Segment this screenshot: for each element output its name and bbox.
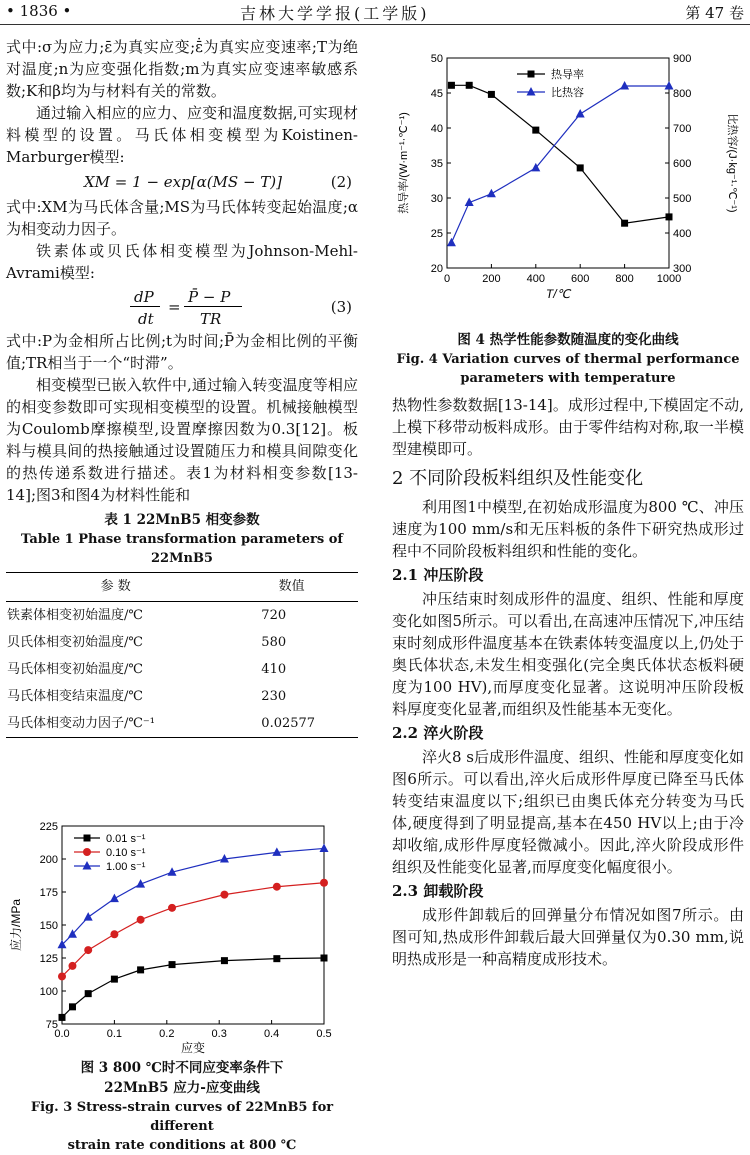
plot-frame bbox=[62, 826, 324, 1024]
x-tick-label: 600 bbox=[571, 273, 590, 285]
fig4-caption-en: parameters with temperature bbox=[460, 371, 676, 386]
data-point bbox=[321, 955, 328, 962]
data-point bbox=[220, 891, 228, 899]
y2-tick-label: 700 bbox=[673, 123, 692, 135]
y2-tick-label: 500 bbox=[673, 193, 692, 205]
fig4-caption-zh: 图 4 热学性能参数随温度的变化曲线 bbox=[457, 332, 679, 348]
series-line bbox=[62, 848, 324, 944]
journal-title: 吉林大学学报(工学版) bbox=[240, 4, 430, 23]
y2-tick-label: 300 bbox=[673, 263, 692, 275]
data-point bbox=[621, 220, 628, 227]
data-point bbox=[137, 966, 144, 973]
x-tick-label: 0.1 bbox=[106, 1028, 123, 1040]
column-header: 参 数 bbox=[6, 573, 225, 602]
paragraph: 铁素体或贝氏体相变模型为Johnson-Mehl-Avrami模型: bbox=[6, 242, 358, 282]
paragraph: 通过输入相应的应力、应变和温度数据,可实现材料模型的设置。马氏体相变模型为Koistinen-Marburger模型: bbox=[6, 104, 358, 166]
x-tick-label: 0.0 bbox=[54, 1028, 70, 1040]
y-tick-label: 45 bbox=[430, 88, 443, 100]
subsection-heading: 2.2 淬火阶段 bbox=[392, 724, 484, 742]
y-tick-label: 75 bbox=[45, 1019, 58, 1031]
left-column bbox=[6, 36, 358, 738]
paragraph: 利用图1中模型,在初始成形温度为800 ℃、冲压速度为100 mm/s和无压料板的条件下研究热成形过程中不同阶段板料组织和性能的变化。 bbox=[392, 498, 744, 560]
section-heading: 2 不同阶段板料组织及性能变化 bbox=[392, 468, 644, 489]
data-point bbox=[84, 912, 93, 921]
y-axis-label: 应力/MPa bbox=[9, 898, 23, 952]
y-tick-label: 150 bbox=[39, 920, 58, 932]
data-point bbox=[168, 904, 176, 912]
y2-tick-label: 600 bbox=[673, 158, 692, 170]
y2-tick-label: 400 bbox=[673, 228, 692, 240]
data-point bbox=[137, 916, 145, 924]
legend-marker bbox=[527, 87, 536, 96]
table-caption-en: Table 1 Phase transformation parameters of 22MnB5 bbox=[21, 532, 343, 566]
legend-label: 0.01 s⁻¹ bbox=[106, 833, 146, 845]
table-row: 铁素体相变初始温度/℃ 720 bbox=[7, 607, 287, 623]
paragraph: 淬火8 s后成形件温度、组织、性能和厚度变化如图6所示。可以看出,淬火后成形件厚度已降至马氏体转变结束温度以下;组织已由奥氏体充分转变为马氏体,硬度得到了明显提高,基本在450 HV以上;由于冷却收缩,成形件厚度轻微减小。因此,淬火阶段成形件组织及性能变化显著,而厚度变化幅度很小。 bbox=[392, 748, 745, 876]
data-point bbox=[532, 127, 539, 134]
data-point bbox=[169, 961, 176, 968]
x-axis-label: T/℃ bbox=[545, 287, 571, 301]
data-point bbox=[577, 164, 584, 171]
x-tick-label: 1000 bbox=[656, 273, 682, 285]
running-header bbox=[0, 0, 750, 25]
x-tick-label: 800 bbox=[615, 273, 634, 285]
data-point bbox=[221, 957, 228, 964]
x-tick-label: 0 bbox=[443, 273, 451, 285]
data-point bbox=[487, 189, 496, 198]
series-line bbox=[451, 86, 669, 243]
series-line bbox=[62, 958, 324, 1017]
y-tick-label: 40 bbox=[430, 123, 443, 135]
legend-marker bbox=[83, 848, 91, 856]
fig3-caption: 图 3 800 ℃时不同应变率条件下 22MnB5 应力-应变曲线 Fig. 3 Stress-strain curves of 22MnB5 for different strain rate conditions at 800 ℃ bbox=[30, 1060, 334, 1153]
y-tick-label: 100 bbox=[39, 986, 58, 998]
paragraph: 相变模型已嵌入软件中,通过输入转变温度等相应的相变参数即可实现相变模型的设置。机械接触模型为Coulomb摩擦模型,设置摩擦因数为0.3[12]。板料与模具间的热接触通过设置随压力和模具间隙变化的热传递系数进行描述。表1为材料相变参数[13-14];图3和图4为材料性能和 bbox=[6, 376, 358, 504]
y-axis-label: 热导率/(W·m⁻¹·℃⁻¹) bbox=[398, 112, 410, 214]
data-point bbox=[620, 81, 629, 90]
table-row: 马氏体相变动力因子/℃⁻¹ 0.02577 bbox=[6, 710, 358, 738]
x-axis-label: 应变 bbox=[180, 1041, 206, 1055]
x-tick-label: 0.5 bbox=[316, 1028, 332, 1040]
y-tick-label: 35 bbox=[430, 158, 443, 170]
subsection-heading: 2.3 卸载阶段 bbox=[392, 882, 484, 900]
x-tick-label: 0.3 bbox=[211, 1028, 227, 1040]
parameter-table bbox=[6, 572, 358, 738]
table-row: 马氏体相变初始温度/℃ 410 bbox=[7, 661, 287, 677]
data-point bbox=[273, 955, 280, 962]
table-header-row bbox=[6, 573, 358, 602]
paragraph: 式中:XM为马氏体含量;MS为马氏体转变起始温度;α为相变动力因子。 bbox=[6, 198, 358, 238]
data-point bbox=[488, 91, 495, 98]
data-point bbox=[110, 894, 119, 903]
legend-label: 比热容 bbox=[551, 87, 584, 99]
data-point bbox=[665, 81, 674, 90]
data-point bbox=[666, 213, 673, 220]
data-point bbox=[84, 946, 92, 954]
y-tick-label: 25 bbox=[430, 228, 443, 240]
y-tick-label: 175 bbox=[39, 887, 58, 899]
table-row: 贝氏体相变初始温度/℃ 580 bbox=[7, 634, 287, 650]
subsection-heading: 2.1 冲压阶段 bbox=[392, 566, 484, 584]
data-point bbox=[320, 843, 329, 852]
legend-marker bbox=[83, 861, 92, 870]
x-tick-label: 0.4 bbox=[263, 1028, 280, 1040]
legend-label: 0.10 s⁻¹ bbox=[106, 847, 146, 859]
legend-label: 热导率 bbox=[551, 69, 584, 81]
data-point bbox=[447, 238, 456, 247]
y2-tick-label: 800 bbox=[673, 88, 692, 100]
y2-axis-label: 比热容/(J·kg⁻¹·℃⁻¹) bbox=[726, 113, 738, 213]
stress-strain-chart bbox=[6, 816, 358, 1056]
data-point bbox=[320, 879, 328, 887]
equation-2: XM = 1 − exp[α(MS − T)] (2) bbox=[84, 173, 352, 191]
y-tick-label: 200 bbox=[39, 854, 58, 866]
table-caption-zh: 表 1 22MnB5 相变参数 bbox=[104, 512, 260, 528]
data-point bbox=[466, 82, 473, 89]
equation-3: dP dt = P̄ − P TR (3) bbox=[6, 284, 358, 330]
legend-label: 1.00 s⁻¹ bbox=[106, 861, 146, 873]
right-column bbox=[392, 330, 744, 970]
fig4-caption-en: Fig. 4 Variation curves of thermal performance bbox=[396, 352, 740, 367]
x-tick-label: 400 bbox=[526, 273, 545, 285]
paragraph: 式中:σ为应力;ε̄为真实应变;ε̄̇为真实应变速率;T为绝对温度;n为应变强化指数;m为真实应变速率敏感系数;K和β均为与材料有关的常数。 bbox=[6, 38, 358, 100]
paragraph: 热物性参数数据[13-14]。成形过程中,下模固定不动,上模下移带动板料成形。由于零件结构对称,取一半模型建模即可。 bbox=[392, 396, 744, 458]
x-tick-label: 200 bbox=[482, 273, 501, 285]
data-point bbox=[111, 976, 118, 983]
series-line bbox=[451, 85, 669, 223]
data-point bbox=[273, 883, 281, 891]
data-point bbox=[85, 990, 92, 997]
column-header: 数值 bbox=[225, 573, 358, 602]
legend-marker bbox=[528, 71, 535, 78]
y-tick-label: 225 bbox=[39, 821, 58, 833]
y-tick-label: 30 bbox=[430, 193, 443, 205]
legend-marker bbox=[84, 835, 91, 842]
y2-tick-label: 900 bbox=[673, 53, 692, 65]
data-point bbox=[448, 82, 455, 89]
paragraph: 冲压结束时刻成形件的温度、组织、性能和厚度变化如图5所示。可以看出,在高速冲压情况下,冲压结束时刻成形件温度基本在铁素体转变温度以上,仍处于奥氏体状态,未发生相变强化(完全奥氏体状态板料硬度为100 HV),而厚度变化显著。这说明冲压阶段板料厚度变化显著,而组织及性能基本无变化。 bbox=[392, 590, 744, 718]
y-tick-label: 50 bbox=[430, 53, 443, 65]
volume-label: 第 47 卷 bbox=[685, 4, 744, 22]
y-tick-label: 125 bbox=[39, 953, 58, 965]
data-point bbox=[110, 930, 118, 938]
data-point bbox=[68, 962, 76, 970]
table-row: 马氏体相变结束温度/℃ 230 bbox=[7, 688, 287, 704]
data-point bbox=[59, 1014, 66, 1021]
paragraph: 式中:P为金相所占比例;t为时间;P̄为金相比例的平衡值;TR相当于一个“时滞”。 bbox=[6, 332, 358, 372]
data-point bbox=[576, 109, 585, 118]
y-tick-label: 20 bbox=[430, 263, 443, 275]
data-point bbox=[58, 972, 66, 980]
paragraph: 成形件卸载后的回弹量分布情况如图7所示。由图可知,热成形件卸载后最大回弹量仅为0.30 mm,说明热成形是一种高精度成形技术。 bbox=[392, 906, 744, 968]
x-tick-label: 0.2 bbox=[159, 1028, 175, 1040]
data-point bbox=[69, 1003, 76, 1010]
thermal-properties-chart bbox=[385, 30, 745, 330]
page-number: • 1836 • bbox=[6, 2, 72, 20]
